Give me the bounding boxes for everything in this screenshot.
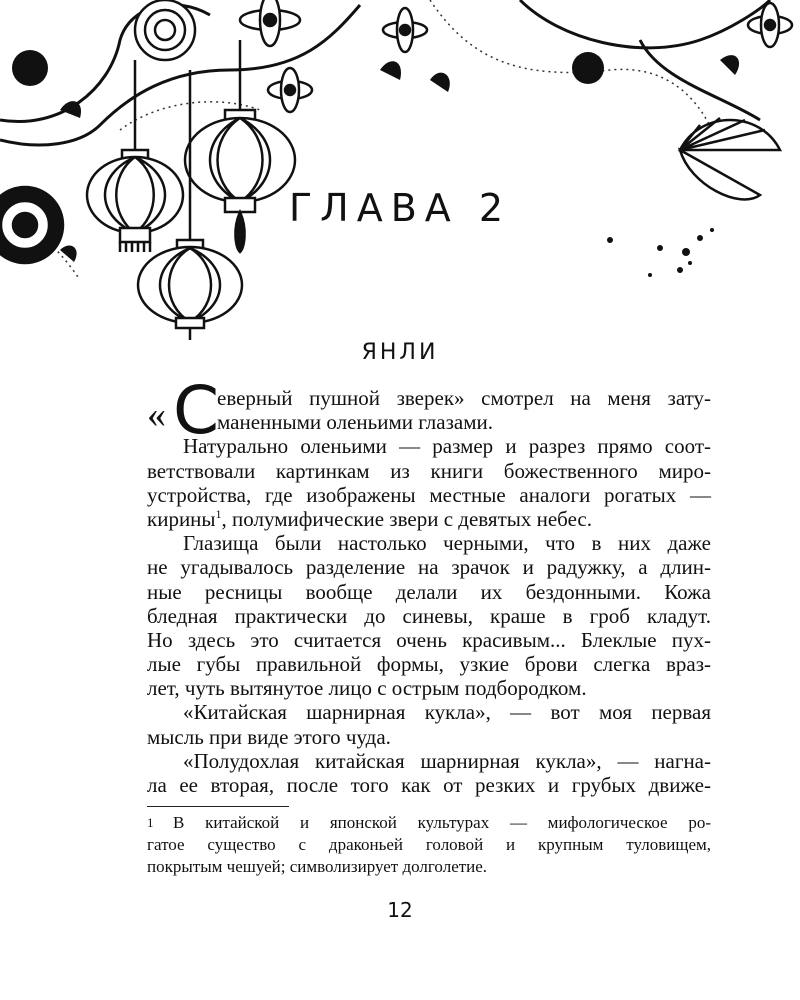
text-line: Натурально оленьими — размер и разрез прямо соот-	[183, 434, 711, 459]
text-line: «Китайская шарнирная кукла», — вот моя первая	[183, 700, 711, 725]
footnote-line	[147, 812, 711, 834]
footnote-text: В китайской и японской культурах — мифологическое ро-	[173, 813, 711, 832]
text-line: лые губы правильной формы, узкие брови слегка враз-	[147, 652, 711, 677]
text-line: мысль при виде этого чуда.	[147, 724, 391, 749]
vine-swirl	[640, 40, 760, 120]
text-line: Глазища были настолько черными, что в них даже	[183, 531, 711, 556]
leaf	[380, 61, 401, 80]
text-fragment: , полумифические звери с девятых небес.	[221, 506, 592, 531]
ornament-dot	[12, 50, 48, 86]
drop-cap: С	[173, 372, 220, 449]
petal-flower	[383, 8, 427, 52]
text-line: бледная практически до синевы, краше в гроб кладут.	[147, 603, 711, 628]
footnote-reference[interactable]: 1	[215, 506, 222, 521]
petal-flower	[240, 0, 300, 46]
leaf	[60, 246, 77, 262]
petal-flower	[748, 3, 792, 47]
text-line: маненными оленьими глазами.	[217, 410, 493, 435]
petal-flower	[268, 68, 312, 112]
floral-lantern-ornament	[0, 0, 800, 345]
ink-dots	[607, 228, 714, 277]
page-number: 12	[387, 898, 413, 922]
text-fragment: кирины	[147, 506, 216, 531]
text-line: устройства, где изображены местные аналоги рогатых —	[147, 482, 711, 507]
footnote-line: гатое существо с драконьей головой и крупным туловищем,	[147, 835, 711, 854]
opening-quote-mark: «	[147, 394, 166, 436]
rose-flower	[135, 0, 195, 60]
ornament-dot	[572, 52, 604, 84]
leaf	[430, 73, 450, 92]
leaf	[60, 101, 81, 118]
text-line: не угадывалось разделение на зрачок и радужку, а длин-	[147, 555, 711, 580]
footnote	[147, 812, 711, 878]
text-line: лет, чуть вытянутое лицо с острым подбородком.	[147, 676, 587, 701]
text-line: «Полудохлая китайская шарнирная кукла», — нагна-	[183, 748, 711, 773]
leaf	[720, 55, 739, 75]
footnote-line: покрытым чешуей; символизирует долголетие.	[147, 857, 488, 876]
body-text	[147, 372, 711, 797]
footnote-marker: 1	[147, 815, 154, 830]
pov-character-name: ЯНЛИ	[361, 340, 439, 365]
text-line	[147, 507, 711, 531]
text-line: еверный пушной зверек» смотрел на меня зату-	[217, 386, 711, 410]
chapter-title: ГЛАВА 2	[288, 186, 512, 230]
text-line: ла ее вторая, после того как от резких и грубых движе-	[147, 773, 711, 797]
text-line: ветствовали картинкам из книги божественного миро-	[147, 458, 711, 483]
text-line: Но здесь это считается очень красивым... Блеклые пух-	[147, 627, 711, 652]
vine-swirl	[520, 0, 770, 48]
footnote-divider	[147, 806, 289, 807]
text-line: ные ресницы вообще делали их бездонными. Кожа	[147, 579, 711, 604]
